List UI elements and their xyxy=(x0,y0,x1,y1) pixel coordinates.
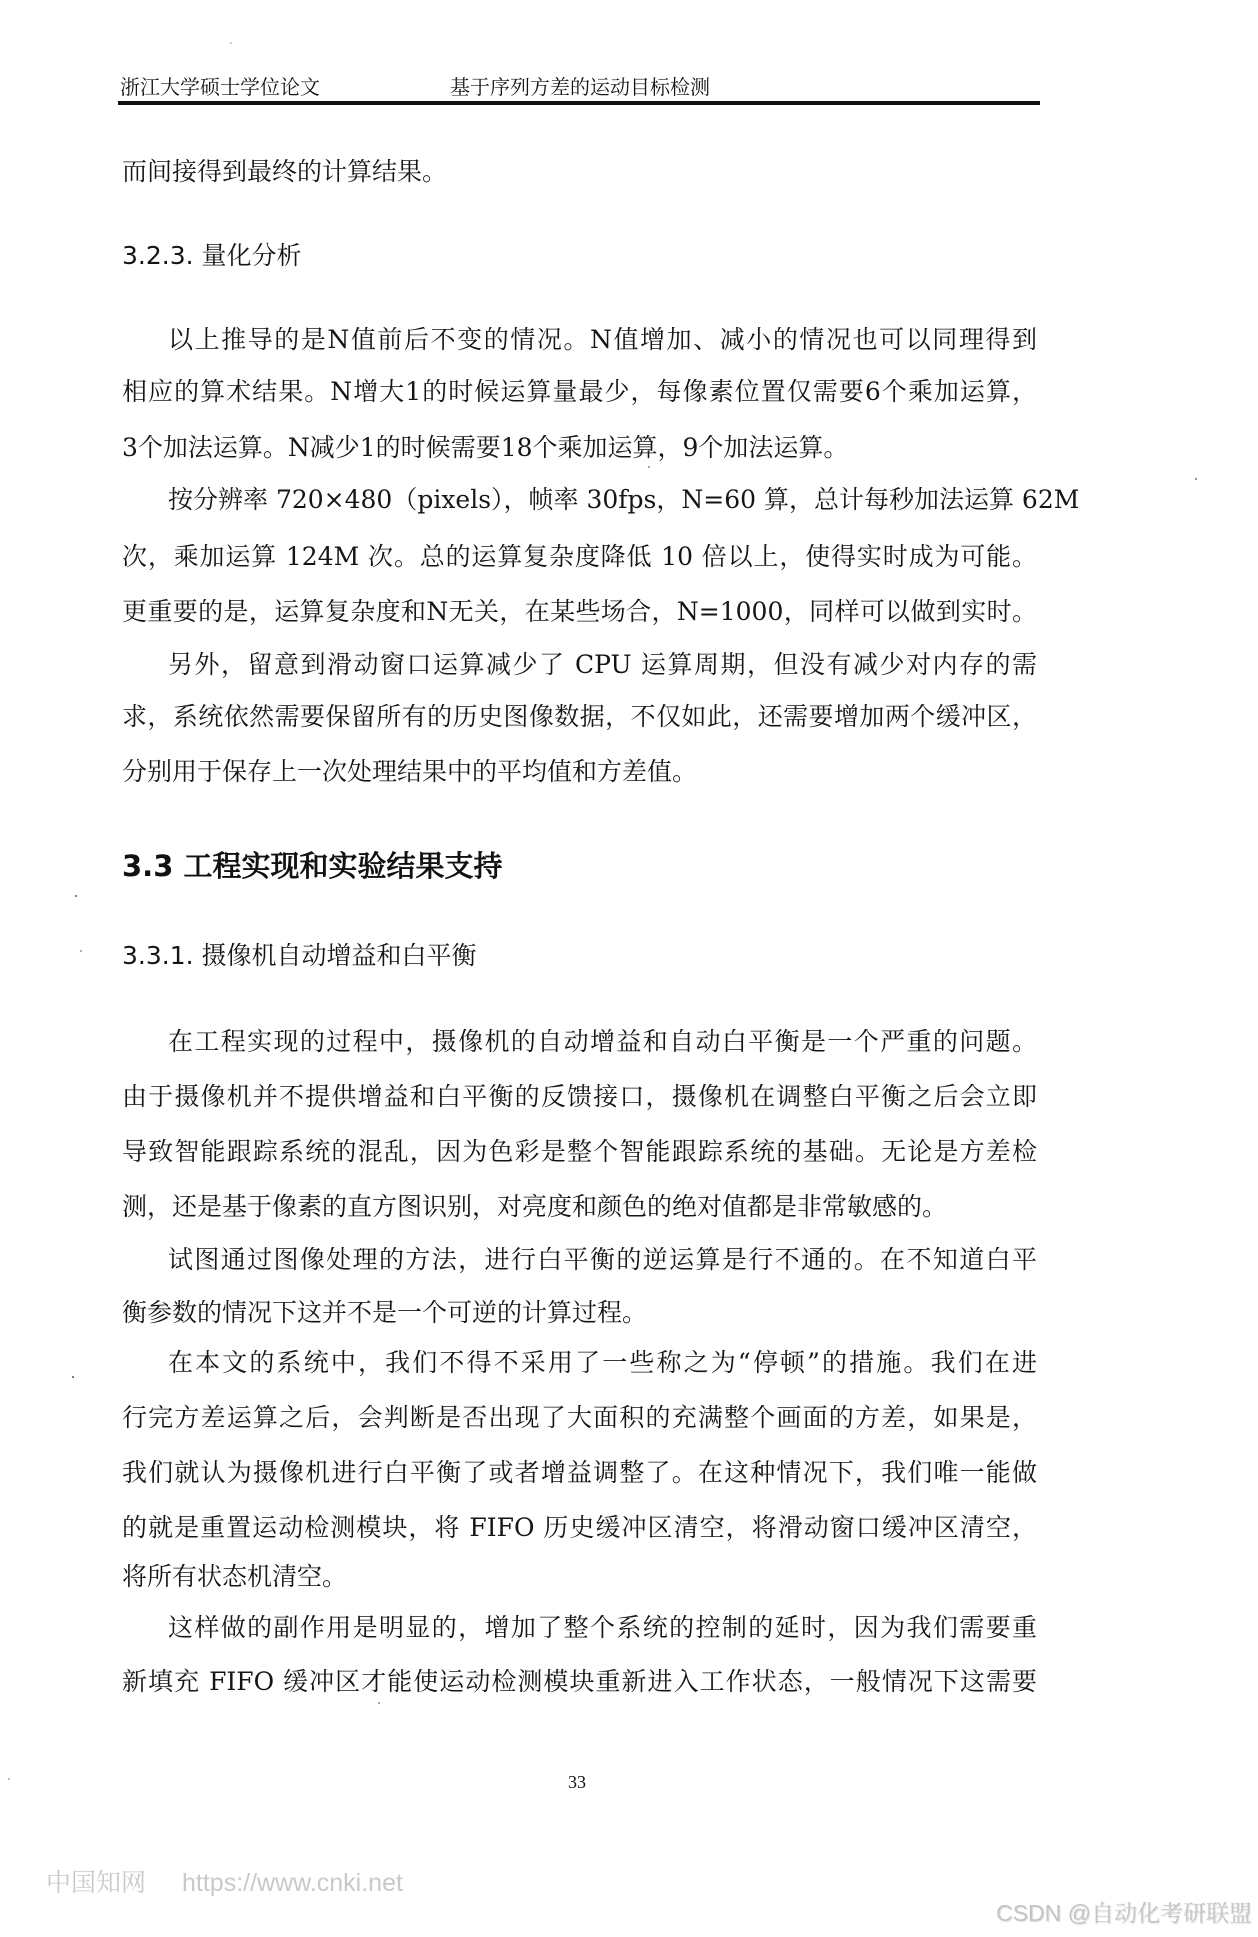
scan-speck xyxy=(72,1376,74,1378)
paragraph-line: 3个加法运算。N减少1的时候需要18个乘加运算，9个加法运算。 xyxy=(122,433,849,462)
scan-speck xyxy=(648,466,650,468)
paragraph-line: 按分辨率 720×480（pixels），帧率 30fps，N=60 算，总计每秒加法运算 62M xyxy=(168,485,1080,514)
running-header-title: 基于序列方差的运动目标检测 xyxy=(450,75,710,99)
paragraph-line: 行完方差运算之后，会判断是否出现了大面积的充满整个画面的方差，如果是， xyxy=(122,1403,1037,1432)
paragraph-line: 次，乘加运算 124M 次。总的运算复杂度降低 10 倍以上，使得实时成为可能。 xyxy=(122,542,1037,571)
paragraph-line: 我们就认为摄像机进行白平衡了或者增益调整了。在这种情况下，我们唯一能做 xyxy=(122,1458,1037,1487)
section-heading-3-3: 3.3 工程实现和实验结果支持 xyxy=(122,849,503,883)
header-rule xyxy=(118,101,1040,105)
paragraph-line: 求，系统依然需要保留所有的历史图像数据，不仅如此，还需要增加两个缓冲区， xyxy=(122,702,1037,731)
paragraph-line: 相应的算术结果。N增大1的时候运算量最少，每像素位置仅需要6个乘加运算， xyxy=(122,377,1037,406)
running-header-left: 浙江大学硕士学位论文 xyxy=(120,75,320,99)
cnki-watermark-url: https://www.cnki.net xyxy=(182,1869,403,1897)
scan-speck xyxy=(80,950,82,952)
scan-speck xyxy=(1195,478,1197,480)
paragraph-line: 测，还是基于像素的直方图识别，对亮度和颜色的绝对值都是非常敏感的。 xyxy=(122,1192,948,1221)
subsection-heading-3-2-3: 3.2.3. 量化分析 xyxy=(122,241,302,270)
cnki-watermark xyxy=(46,1867,403,1899)
paragraph-line: 试图通过图像处理的方法，进行白平衡的逆运算是行不通的。在不知道白平 xyxy=(168,1245,1037,1274)
paragraph-line: 另外，留意到滑动窗口运算减少了 CPU 运算周期，但没有减少对内存的需 xyxy=(168,650,1037,679)
page-number: 33 xyxy=(568,1772,586,1792)
cnki-watermark-name: 中国知网 xyxy=(46,1869,147,1897)
csdn-watermark: CSDN @自动化考研联盟 xyxy=(996,1900,1252,1926)
paragraph-line: 导致智能跟踪系统的混乱，因为色彩是整个智能跟踪系统的基础。无论是方差检 xyxy=(122,1137,1037,1166)
paragraph-line: 新填充 FIFO 缓冲区才能使运动检测模块重新进入工作状态，一般情况下这需要 xyxy=(122,1667,1037,1696)
paragraph-line: 将所有状态机清空。 xyxy=(122,1562,348,1591)
scan-speck xyxy=(75,895,77,897)
subsection-heading-3-3-1: 3.3.1. 摄像机自动增益和白平衡 xyxy=(122,941,477,970)
paragraph-line: 以上推导的是N值前后不变的情况。N值增加、减小的情况也可以同理得到 xyxy=(168,325,1037,354)
paragraph-line: 在工程实现的过程中，摄像机的自动增益和自动白平衡是一个严重的问题。 xyxy=(168,1027,1037,1056)
paragraph-line: 由于摄像机并不提供增益和白平衡的反馈接口，摄像机在调整白平衡之后会立即 xyxy=(122,1082,1037,1111)
paragraph-line: 的就是重置运动检测模块，将 FIFO 历史缓冲区清空，将滑动窗口缓冲区清空， xyxy=(122,1513,1037,1542)
scan-speck xyxy=(8,1778,10,1780)
paragraph-line: 衡参数的情况下这并不是一个可逆的计算过程。 xyxy=(122,1298,648,1327)
paragraph-line: 这样做的副作用是明显的，增加了整个系统的控制的延时，因为我们需要重 xyxy=(168,1613,1037,1642)
continuation-line: 而间接得到最终的计算结果。 xyxy=(122,157,448,186)
paragraph-line: 在本文的系统中，我们不得不采用了一些称之为“停顿”的措施。我们在进 xyxy=(168,1348,1037,1377)
scan-speck xyxy=(378,1702,380,1704)
paragraph-line: 分别用于保存上一次处理结果中的平均值和方差值。 xyxy=(122,757,698,786)
scan-speck xyxy=(230,42,232,44)
paragraph-line: 更重要的是，运算复杂度和N无关，在某些场合，N=1000，同样可以做到实时。 xyxy=(122,597,1037,626)
